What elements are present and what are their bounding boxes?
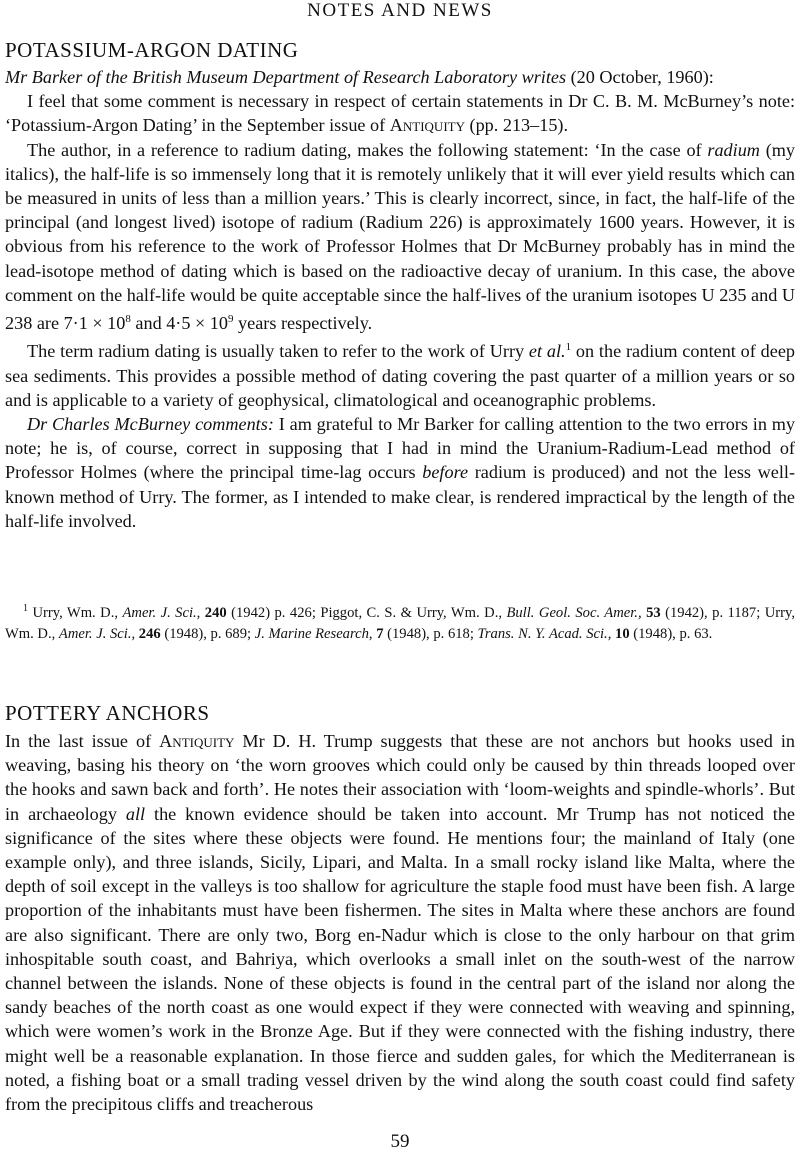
page-number: 59	[390, 1131, 410, 1152]
paragraph: In the last issue of Antiquity Mr D. H. Trump suggests that these are not anchors but hooks used in weaving, basing his theory on ‘the worn grooves which could only be caused by thin threads looped over the hooks and sawn back and forth’. He notes their association with ‘loom-weights and spindle-whorls’. But in archaeology all the known evidence should be taken into account. Mr Trump has not noticed the significance of the sites where these objects were found. He mentions four; the mainland of Italy (one example only), and three islands, Sicily, Lipari, and Malta. In a small rocky island like Malta, where the depth of soil except in the valleys is too shallow for agriculture the staple food must have been fish. A large proportion of the inhabitants must have been fishermen. The sites in Malta where these anchors are found are also significant. There are only two, Borg en-Nadur which is close to the only harbour on that grim inhospitable south coast, and Bahriya, which overlooks a small inlet on the south-west of the narrow channel between the islands. None of these objects is found in the central part of the island nor along the sandy beaches of the north coast as one would expect if they were connected with weaving and spinning, which were women’s work in the Bronze Age. But if they were connected with the fishing industry, there might well be a reasonable explanation. In those fierce and sudden gales, for which the Mediterranean is noted, a fishing boat or a small trading vessel driven by the wind along the south coast could find safety from the precipitous cliffs and treacherous	[5, 731, 796, 1115]
journal-name: Antiquity	[159, 731, 235, 751]
article-pottery-anchors	[5, 729, 795, 1116]
paragraph: I feel that some comment is necessary in respect of certain statements in Dr C. B. M. McBurney’s note: ‘Potassium-Argon Dating’ in the September issue of Antiquity (pp. 213–15).	[5, 91, 795, 136]
paragraph: The author, in a reference to radium dating, makes the following statement: ‘In the case of radium (my italics), the half-life is so immensely long that it is remotely unlikely that it will ever yield results which can be measured in units of less than a million years.’ This is clearly incorrect, since, in fact, the half-life of the principal (and longest lived) isotope of radium (Radium 226) is approximately 1600 years. However, it is obvious from his reference to the work of Professor Holmes that Dr McBurney probably has in mind the lead-isotope method of dating which is based on the radioactive decay of uranium. In this case, the above comment on the half-life would be quite acceptable since the half-lives of the uranium isotopes U 235 and U 238 are $7\cdot 1 \times 10^8$ and $4\cdot 5 \times 10^9$ years respectively.	[5, 139, 796, 334]
footnote: $^1$ Urry, Wm. D., Amer. J. Sci., 240 (1942) p. 426; Piggot, C. S. & Urry, Wm. D., Bull. Geol. Soc. Amer., 53 (1942), p. 1187; Urry, Wm. D., Amer. J. Sci., 246 (1948), p. 689; J. Marine Research, 7 (1948), p. 618; Trans. N. Y. Acad. Sci., 10 (1948), p. 63.	[5, 603, 795, 643]
article-potassium-argon	[5, 65, 795, 533]
section-title-pottery-anchors: POTTERY ANCHORS	[5, 701, 210, 725]
paragraph-reply: Dr Charles McBurney comments: I am grateful to Mr Barker for calling attention to the two errors in my note; he is, of course, correct in supposing that I had in mind the Uranium-Radium-Lead method of Professor Holmes (where the principal time-lag occurs before radium is produced) and not the less well-known method of Urry. The former, as I intended to make clear, is rendered impractical by the length of the half-life involved.	[5, 413, 796, 531]
letter-byline: Mr Barker of the British Museum Department of Research Laboratory writes (20 October, 1960):	[5, 67, 714, 87]
footnote-reference: 1	[565, 341, 572, 354]
paragraph: The term radium dating is usually taken to refer to the work of Urry et al.$^1$ on the radium content of deep sea sediments. This provides a possible method of dating covering the past quarter of a million years or so and is applicable to a variety of geophysical, climatological and oceanographic problems.	[5, 341, 795, 410]
journal-name: Antiquity	[389, 115, 465, 136]
running-head: NOTES AND NEWS	[307, 0, 493, 21]
section-title-potassium-argon: POTASSIUM-ARGON DATING	[5, 38, 299, 62]
